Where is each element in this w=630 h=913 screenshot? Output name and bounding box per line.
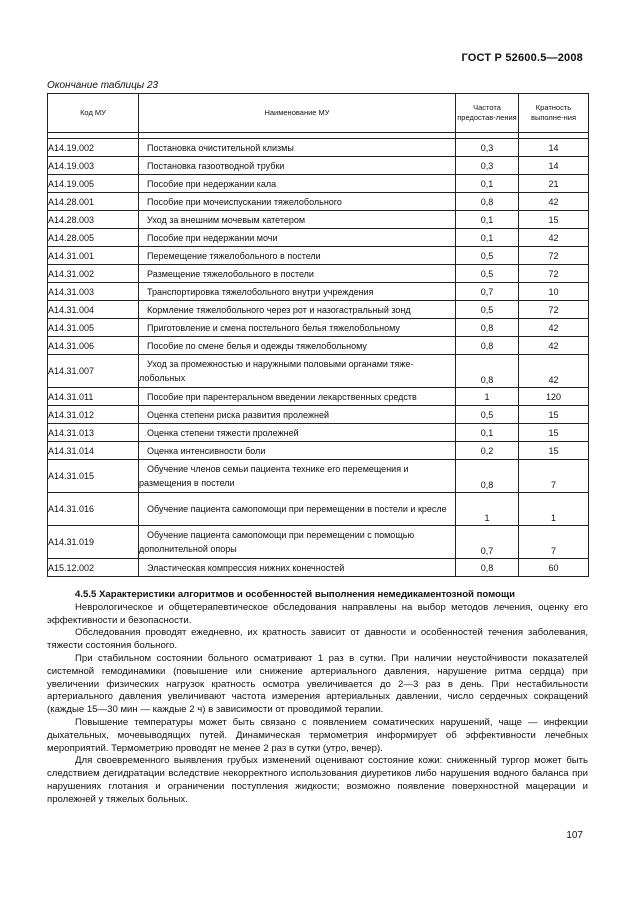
cell-code [48, 337, 139, 355]
cell-multiplicity [519, 559, 589, 577]
cell-frequency-text: 1 [484, 513, 490, 523]
cell-frequency-text: 1 [484, 391, 490, 402]
table-row [48, 526, 589, 559]
table-row [48, 175, 589, 193]
cell-frequency [456, 493, 519, 526]
cell-frequency-text: 0,3 [480, 160, 494, 171]
cell-multiplicity [519, 265, 589, 283]
cell-multiplicity-text: 72 [548, 250, 559, 261]
cell-code-text: A14.31.019 [48, 537, 95, 547]
col-header-multiplicity: Кратность выполне-ния [519, 94, 589, 133]
cell-frequency-text: 0,5 [480, 304, 494, 315]
cell-multiplicity-text: 42 [548, 322, 559, 333]
cell-multiplicity [519, 247, 589, 265]
cell-multiplicity-text: 14 [548, 160, 559, 171]
cell-frequency [456, 157, 519, 175]
cell-frequency-text: 0,7 [480, 546, 494, 556]
cell-multiplicity-text: 15 [548, 214, 559, 225]
cell-code-text: A14.31.016 [48, 504, 95, 514]
cell-name [139, 157, 456, 175]
cell-code [48, 319, 139, 337]
cell-name [139, 388, 456, 406]
cell-frequency-text: 0,8 [480, 196, 494, 207]
services-table [47, 93, 589, 577]
cell-multiplicity [519, 493, 589, 526]
cell-multiplicity [519, 175, 589, 193]
cell-code-text: A14.28.001 [48, 196, 95, 207]
cell-multiplicity-text: 42 [548, 232, 559, 243]
cell-frequency [456, 139, 519, 157]
cell-frequency-text: 0,2 [480, 445, 494, 456]
table-row [48, 493, 589, 526]
cell-name-text: Оценка степени риска развития пролежней [147, 409, 329, 420]
cell-name [139, 175, 456, 193]
cell-name [139, 247, 456, 265]
cell-multiplicity-text: 21 [548, 178, 559, 189]
cell-code [48, 442, 139, 460]
cell-frequency [456, 301, 519, 319]
table-header-row [48, 94, 589, 133]
cell-name-text: Оценка интенсивности боли [147, 445, 266, 456]
cell-name [139, 319, 456, 337]
cell-name-text: Обучение пациента самопомощи при перемещении в постели и кресле [147, 504, 447, 514]
cell-multiplicity [519, 460, 589, 493]
table-caption: Окончание таблицы 23 [47, 80, 159, 91]
cell-frequency [456, 442, 519, 460]
table-row [48, 424, 589, 442]
cell-name-text: Пособие при недержании кала [147, 178, 277, 189]
cell-frequency-text: 0,5 [480, 409, 494, 420]
cell-name [139, 211, 456, 229]
table-row [48, 157, 589, 175]
table-row [48, 229, 589, 247]
paragraph: Неврологическое и общетерапевтическое обследования направлены на выбор методов лечения, оценку его эффективности и безопасности. [47, 601, 588, 626]
cell-code-text: A14.31.007 [48, 366, 95, 376]
cell-frequency-text: 0,3 [480, 142, 494, 153]
cell-name-text: Пособие по смене белья и одежды тяжелобольному [147, 340, 367, 351]
cell-name-text: Перемещение тяжелобольного в постели [147, 250, 321, 261]
cell-multiplicity-text: 60 [548, 562, 559, 573]
cell-multiplicity [519, 211, 589, 229]
cell-code [48, 301, 139, 319]
cell-frequency [456, 211, 519, 229]
cell-multiplicity-text: 42 [548, 196, 559, 207]
section-body [47, 589, 588, 807]
cell-code-text: A14.31.011 [48, 391, 94, 402]
cell-multiplicity-text: 120 [545, 391, 562, 402]
table-row [48, 388, 589, 406]
cell-multiplicity-text: 10 [548, 286, 559, 297]
cell-frequency [456, 460, 519, 493]
cell-multiplicity [519, 526, 589, 559]
cell-frequency-text: 0,1 [480, 427, 494, 438]
cell-frequency-text: 0,8 [480, 480, 494, 490]
cell-name-text: Обучение членов семьи пациента технике его перемещения и размещения в постели [139, 464, 409, 488]
cell-multiplicity [519, 319, 589, 337]
cell-code [48, 139, 139, 157]
cell-frequency-text: 0,1 [480, 178, 494, 189]
cell-code [48, 175, 139, 193]
cell-name [139, 442, 456, 460]
cell-name [139, 265, 456, 283]
table-row [48, 319, 589, 337]
table-row [48, 139, 589, 157]
cell-frequency [456, 319, 519, 337]
cell-frequency-text: 0,1 [480, 232, 494, 243]
cell-frequency-text: 0,8 [480, 340, 494, 351]
cell-name-text: Постановка газоотводной трубки [147, 160, 285, 171]
cell-code-text: A14.31.005 [48, 322, 95, 333]
cell-multiplicity-text: 42 [548, 340, 559, 351]
cell-code-text: A14.31.006 [48, 340, 95, 351]
cell-multiplicity-text: 15 [548, 409, 559, 420]
document-id: ГОСТ Р 52600.5—2008 [461, 52, 583, 64]
cell-code-text: A14.31.015 [48, 471, 95, 481]
cell-multiplicity [519, 193, 589, 211]
cell-name-text: Приготовление и смена постельного белья тяжелобольному [147, 322, 400, 333]
cell-name [139, 559, 456, 577]
cell-code-text: A14.31.002 [48, 268, 95, 279]
cell-code-text: A14.19.005 [48, 178, 95, 189]
cell-name-text: Уход за внешним мочевым катетером [147, 214, 306, 225]
table-row [48, 211, 589, 229]
cell-name [139, 526, 456, 559]
cell-multiplicity-text: 42 [548, 375, 559, 385]
cell-name-text: Обучение пациента самопомощи при перемещении с помощью дополнительной опоры [139, 530, 415, 554]
cell-frequency [456, 526, 519, 559]
cell-multiplicity [519, 229, 589, 247]
cell-code-text: A14.31.001 [48, 250, 95, 261]
cell-multiplicity-text: 7 [550, 480, 556, 490]
cell-multiplicity-text: 72 [548, 304, 559, 315]
table-row [48, 559, 589, 577]
cell-name-text: Пособие при недержании мочи [147, 232, 278, 243]
table-row [48, 283, 589, 301]
cell-frequency-text: 0,1 [480, 214, 494, 225]
cell-multiplicity [519, 337, 589, 355]
table-row [48, 442, 589, 460]
cell-frequency [456, 175, 519, 193]
cell-frequency [456, 337, 519, 355]
cell-name-text: Размещение тяжелобольного в постели [147, 268, 314, 279]
cell-name [139, 355, 456, 388]
cell-code [48, 460, 139, 493]
cell-frequency-text: 0,5 [480, 250, 494, 261]
cell-multiplicity-text: 15 [548, 445, 559, 456]
cell-code [48, 211, 139, 229]
cell-multiplicity [519, 388, 589, 406]
page-number: 107 [566, 830, 583, 841]
cell-name [139, 139, 456, 157]
cell-frequency [456, 247, 519, 265]
cell-code-text: A14.31.003 [48, 286, 95, 297]
table-row [48, 355, 589, 388]
cell-name [139, 301, 456, 319]
cell-name-text: Постановка очистительной клизмы [147, 142, 294, 153]
cell-multiplicity [519, 355, 589, 388]
cell-name [139, 406, 456, 424]
table-row [48, 247, 589, 265]
table-row [48, 193, 589, 211]
cell-code [48, 406, 139, 424]
cell-frequency [456, 388, 519, 406]
cell-name-text: Пособие при парентеральном введении лекарственных средств [147, 391, 417, 402]
cell-multiplicity [519, 301, 589, 319]
cell-code [48, 424, 139, 442]
cell-multiplicity-text: 7 [550, 546, 556, 556]
paragraph: Для своевременного выявления грубых изменений оценивают состояние кожи: сниженный тургор может быть следствием дегидратации вследствие некорректного использования диуретиков либо нарушения водного баланса при нарушениях глотания и ограничении поступления жидкости; возможно появление поверхностной мацерации и пролежней у тяжелых больных. [47, 755, 588, 805]
cell-code [48, 526, 139, 559]
cell-multiplicity [519, 139, 589, 157]
cell-name [139, 337, 456, 355]
cell-name [139, 229, 456, 247]
cell-frequency [456, 406, 519, 424]
col-header-code: Код МУ [48, 94, 139, 133]
cell-code [48, 355, 139, 388]
cell-frequency [456, 424, 519, 442]
cell-code-text: A14.19.003 [48, 160, 95, 171]
paragraph: Обследования проводят ежедневно, их кратность зависит от давности и особенностей течения заболевания, тяжести состояния больного. [47, 627, 588, 652]
cell-code-text: A14.19.002 [48, 142, 95, 153]
cell-multiplicity-text: 14 [548, 142, 559, 153]
cell-frequency [456, 193, 519, 211]
cell-name-text: Транспортировка тяжелобольного внутри учреждения [147, 286, 374, 297]
cell-code [48, 157, 139, 175]
section-heading: 4.5.5 Характеристики алгоритмов и особенностей выполнения немедикаментозной помощи [75, 589, 515, 600]
table-row [48, 265, 589, 283]
cell-frequency [456, 559, 519, 577]
cell-name-text: Оценка степени тяжести пролежней [147, 427, 299, 438]
cell-code [48, 388, 139, 406]
cell-frequency-text: 0,8 [480, 562, 494, 573]
cell-code [48, 265, 139, 283]
cell-name-text: Пособие при мочеиспускании тяжелобольного [147, 196, 342, 207]
cell-name-text: Уход за промежностью и наружными половыми органами тяже-лобольных [139, 359, 414, 383]
cell-multiplicity [519, 406, 589, 424]
cell-code-text: A14.28.005 [48, 232, 95, 243]
cell-code-text: A14.31.014 [48, 445, 95, 456]
cell-name-text: Кормление тяжелобольного через рот и назогастральный зонд [147, 304, 411, 315]
cell-name [139, 424, 456, 442]
cell-frequency [456, 283, 519, 301]
cell-frequency-text: 0,8 [480, 322, 494, 333]
table-row [48, 460, 589, 493]
cell-code-text: A15.12.002 [48, 562, 95, 573]
cell-frequency [456, 355, 519, 388]
cell-frequency-text: 0,7 [480, 286, 494, 297]
cell-frequency-text: 0,8 [480, 375, 494, 385]
paragraph: При стабильном состоянии больного осматривают 1 раз в сутки. При наличии неустойчивости показателей системной гемодинамики (повышение или снижение артериального давления, нарушение ритма сердца) при увеличении физических нагрузок кратность осмотра увеличивается до 2—3 раз в день. При нестабильности артериального давления увеличивают частота измерения артериальных давлении, число сердечных сокращений (каждые 15—30 мин — каждые 2 ч) в зависимости от проводимой терапии. [47, 652, 588, 716]
cell-multiplicity-text: 1 [550, 513, 556, 523]
cell-code [48, 493, 139, 526]
cell-code [48, 193, 139, 211]
cell-multiplicity [519, 424, 589, 442]
table-row [48, 337, 589, 355]
cell-code-text: A14.31.013 [48, 427, 95, 438]
cell-name [139, 493, 456, 526]
cell-name-text: Эластическая компрессия нижних конечностей [147, 562, 345, 573]
col-header-name: Наименование МУ [139, 94, 456, 133]
cell-multiplicity-text: 72 [548, 268, 559, 279]
cell-code-text: A14.28.003 [48, 214, 95, 225]
cell-code-text: A14.31.012 [48, 409, 95, 420]
cell-code-text: A14.31.004 [48, 304, 95, 315]
cell-multiplicity [519, 442, 589, 460]
cell-multiplicity-text: 15 [548, 427, 559, 438]
cell-code [48, 247, 139, 265]
table-row [48, 406, 589, 424]
cell-name [139, 283, 456, 301]
cell-multiplicity [519, 283, 589, 301]
paragraph: Повышение температуры может быть связано с появлением соматических нарушений, чаще — инфекции дыхательных, мочевыводящих путей. Динамическая термометрия информирует об эффективности лечебных мероприятий. Термометрию проводят не менее 2 раз в сутки (утро, вечер). [47, 716, 588, 754]
cell-code [48, 283, 139, 301]
cell-frequency [456, 265, 519, 283]
cell-frequency [456, 229, 519, 247]
cell-code [48, 559, 139, 577]
cell-frequency-text: 0,5 [480, 268, 494, 279]
cell-code [48, 229, 139, 247]
cell-name [139, 193, 456, 211]
table-row [48, 301, 589, 319]
col-header-frequency: Частота предостав-ления [456, 94, 519, 133]
cell-multiplicity [519, 157, 589, 175]
cell-name [139, 460, 456, 493]
